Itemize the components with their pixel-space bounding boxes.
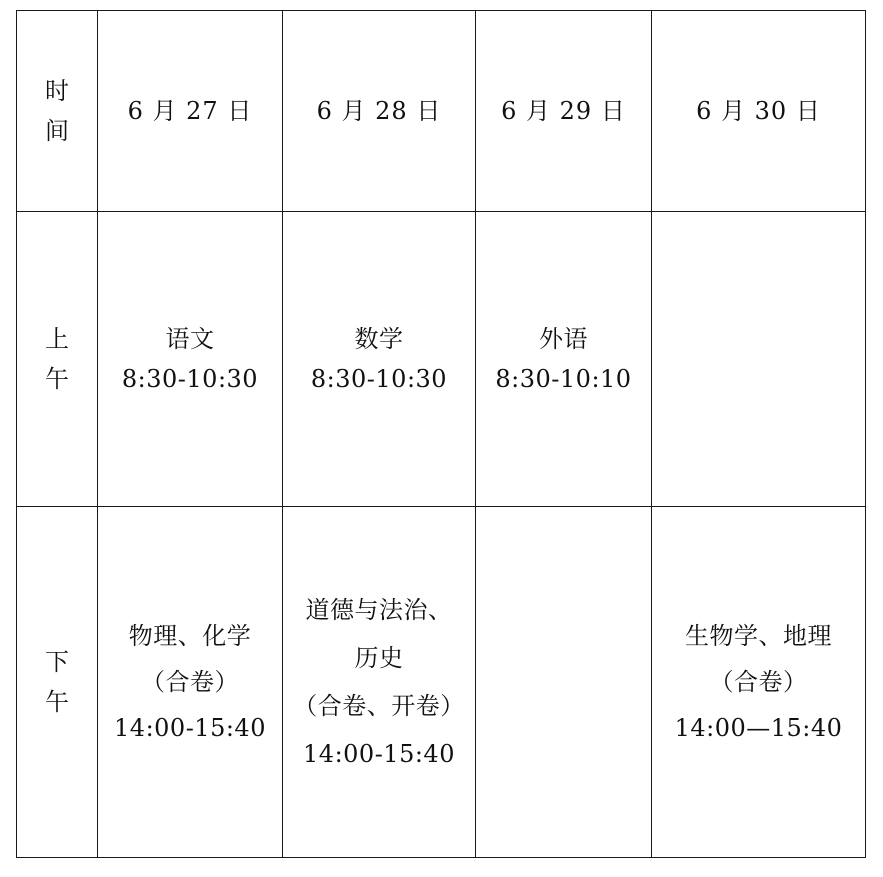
exam-subject: 道德与法治、: [305, 596, 453, 624]
date-header-cell: [476, 11, 652, 212]
empty-cell: [476, 507, 652, 858]
header-row: [17, 11, 866, 212]
exam-time: 8:30-10:10: [495, 365, 632, 393]
exam-subject: 数学: [354, 325, 404, 353]
exam-time: 14:00-15:40: [303, 740, 455, 768]
morning-label-char: 上: [45, 325, 69, 353]
morning-label-char: 午: [45, 365, 69, 393]
exam-cell: [98, 507, 283, 858]
exam-subject: 外语: [539, 325, 588, 353]
exam-cell: [652, 507, 866, 858]
morning-label-cell: [17, 212, 98, 507]
exam-cell: [476, 212, 652, 507]
exam-cell: [98, 212, 283, 507]
empty-cell: [652, 212, 866, 507]
exam-subject: 物理、化学: [128, 622, 252, 650]
exam-time: 14:00—15:40: [674, 714, 843, 742]
time-label-char: 间: [45, 117, 69, 145]
afternoon-label-char: 午: [45, 688, 69, 716]
time-header-cell: [17, 11, 98, 212]
date-label: 6 月 28 日: [316, 97, 442, 125]
date-header-cell: [652, 11, 866, 212]
exam-note: （合卷、开卷）: [293, 692, 465, 720]
afternoon-label-cell: [17, 507, 98, 858]
exam-cell: [283, 507, 476, 858]
date-label: 6 月 27 日: [127, 97, 253, 125]
exam-note: （合卷）: [709, 668, 808, 696]
exam-subject: 生物学、地理: [685, 622, 832, 650]
exam-note: （合卷）: [141, 668, 239, 696]
exam-subject: 语文: [165, 325, 215, 353]
morning-row: [17, 212, 866, 507]
date-label: 6 月 30 日: [696, 97, 821, 125]
date-label: 6 月 29 日: [501, 97, 626, 125]
exam-schedule-table: [16, 10, 866, 858]
afternoon-label-char: 下: [45, 648, 69, 676]
exam-time: 8:30-10:30: [310, 365, 448, 393]
exam-cell: [283, 212, 476, 507]
date-header-cell: [283, 11, 476, 212]
exam-time: 8:30-10:30: [121, 365, 259, 393]
exam-subject: 历史: [354, 644, 404, 672]
afternoon-row: [17, 507, 866, 858]
time-label-char: 时: [45, 77, 69, 105]
exam-time: 14:00-15:40: [114, 714, 266, 742]
date-header-cell: [98, 11, 283, 212]
